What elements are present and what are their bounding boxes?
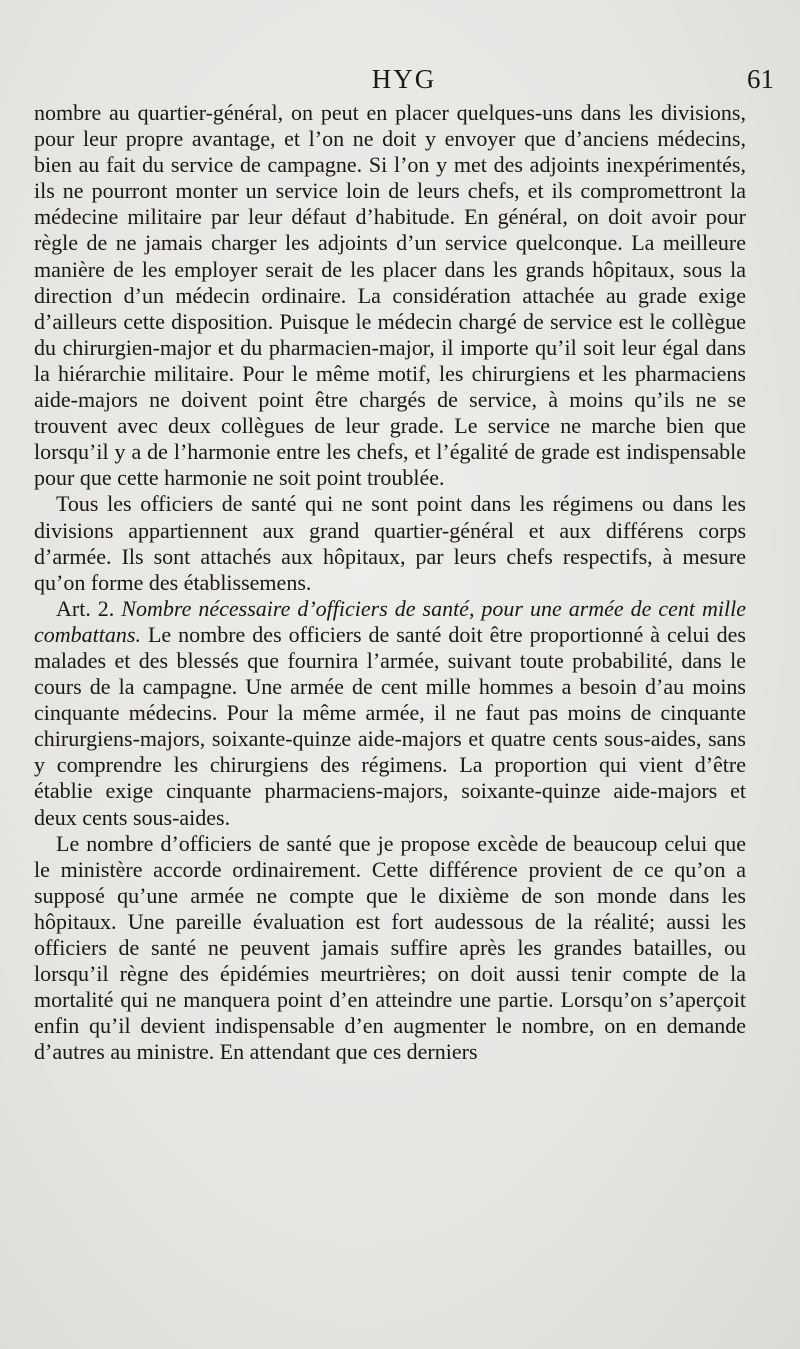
- article-text: Le nombre des officiers de santé doit être proportionné à celui des malades et des blessés que fournira l’armée, suivant toute probabilité, dans le cours de la campagne. Une armée de cent mille hommes a besoin d’au moins cinquante médecins. Pour la même armée, il ne faut pas moins de cinquante chirurgiens-majors, soixante-quinze aide-majors et quatre cents sous-aides, sans y comprendre les chirurgiens des régimens. La proportion qui vient d’être établie exige cinquante pharmaciens-majors, soixante-quinze aide-majors et deux cents sous-aides.: [34, 621, 746, 830]
- article-title: Nombre nécessaire d’officiers de santé, pour une armée de cent mille combattans.: [34, 595, 747, 647]
- paragraph-continuation: nombre au quartier-général, on peut en placer quelques-uns dans les divisions, pour leur propre avantage, et l’on ne doit y envoyer que d’anciens médecins, bien au fait du service de campagne. Si l’on y met des adjoints inexpérimentés, ils ne pourront monter un service loin de leurs chefs, et ils compromettront la médecine militaire par leur défaut d’habitude. En général, on doit avoir pour règle de ne jamais charger les adjoints d’un service quelconque. La meilleure manière de les employer serait de les placer dans les grands hôpitaux, sous la direction d’un médecin ordinaire. La considération attachée au grade exige d’ailleurs cette disposition. Puisque le médecin chargé de service est le collègue du chirurgien-major et du pharmacien-major, il importe qu’il soit leur égal dans la hiérarchie militaire. Pour le même motif, les chirurgiens et les pharmaciens aide-majors ne doivent point être chargés de service, à moins qu’ils ne se trouvent avec deux collègues de leur grade. Le service ne marche bien que lorsqu’il y a de l’harmonie entre les chefs, et l’égalité de grade est indispensable pour que cette harmonie ne soit point troublée.: [34, 100, 746, 491]
- paragraph-proposed-number: Le nombre d’officiers de santé que je propose excède de beaucoup celui que le ministère accorde ordinairement. Cette différence provient de ce qu’on a supposé qu’une armée ne compte que le dixième de son monde dans les hôpitaux. Une pareille évaluation est fort audessous de la réalité; aussi les officiers de santé ne peuvent jamais suffire après les grandes batailles, ou lorsqu’il règne des épidémies meurtrières; on doit aussi tenir compte de la mortalité qui ne manquera point d’en atteindre une partie. Lorsqu’on s’aperçoit enfin qu’il devient indispensable d’en augmenter le nombre, on en demande d’autres au ministre. En attendant que ces derniers: [34, 830, 746, 1065]
- article-label: Art. 2.: [56, 595, 115, 621]
- page-header: [34, 60, 774, 100]
- paragraph-officers-attachment: Tous les officiers de santé qui ne sont point dans les régimens ou dans les divisions appartiennent aux grand quartier-général et aux différens corps d’armée. Ils sont attachés aux hôpitaux, par leurs chefs respectifs, à mesure qu’on forme des établissemens.: [34, 491, 746, 595]
- page-text: [34, 100, 746, 1065]
- page-number: 61: [747, 64, 774, 94]
- running-head: HYG: [371, 64, 437, 94]
- paragraph-article-2: [34, 596, 746, 831]
